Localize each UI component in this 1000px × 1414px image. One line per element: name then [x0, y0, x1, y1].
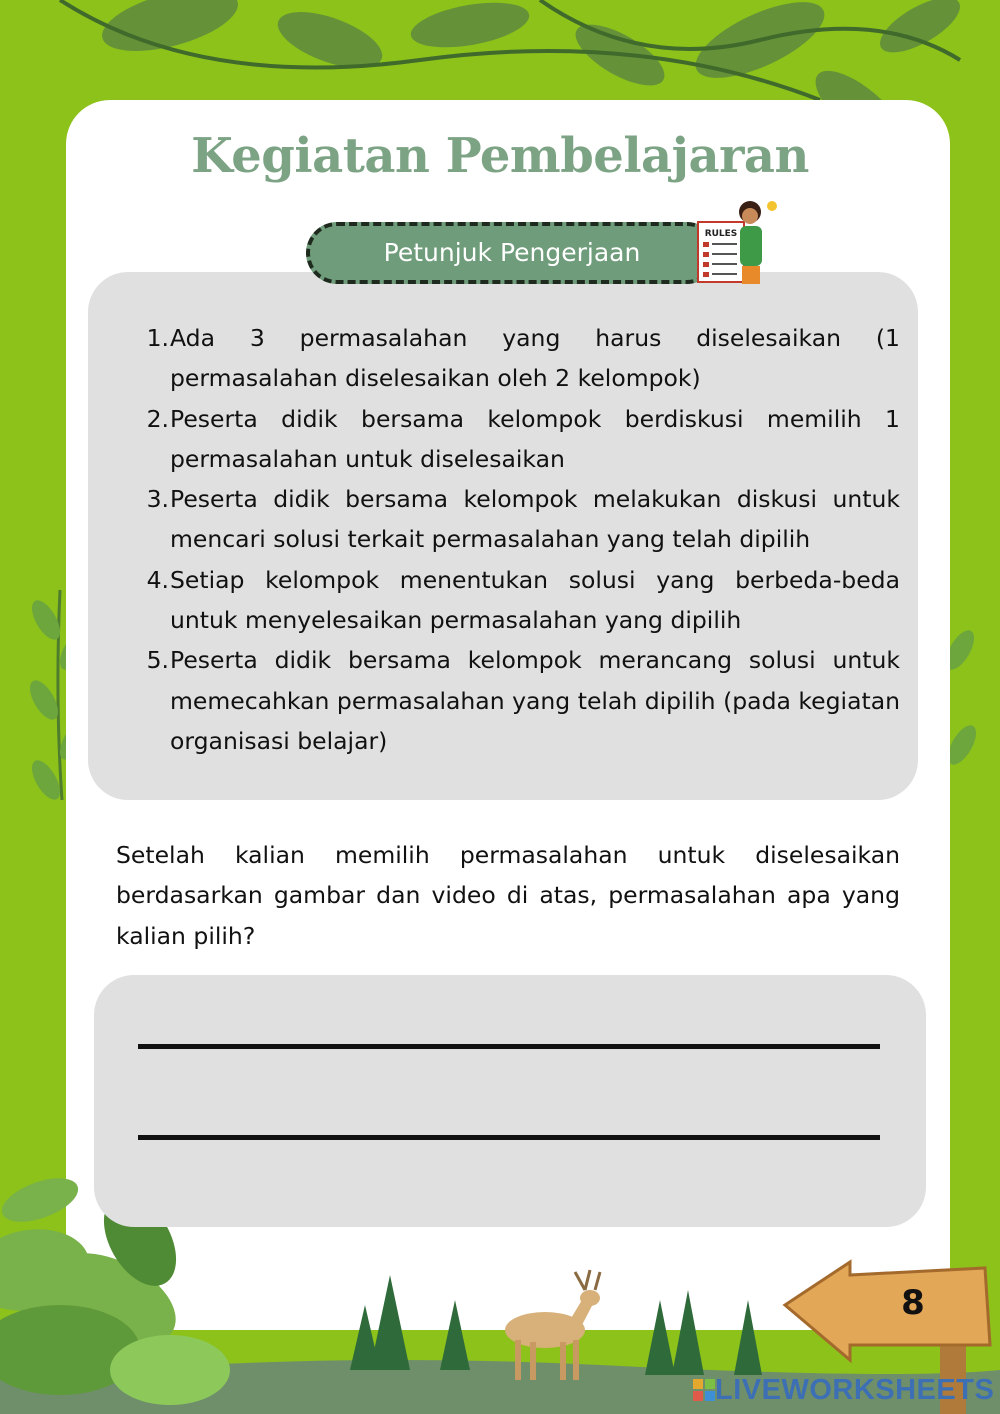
answer-line-2[interactable] — [138, 1135, 880, 1140]
list-item: 3. Peserta didik bersama kelompok melakukan diskusi untuk mencari solusi terkait permasalahan yang telah dipilih — [146, 485, 900, 554]
question-text: Setelah kalian memilih permasalahan untuk diselesaikan berdasarkan gambar dan video di atas, permasalahan apa yang kalian pilih? — [116, 841, 900, 950]
teacher-rules-illustration — [692, 196, 788, 290]
page-number: 8 — [901, 1283, 925, 1323]
teacher-shirt — [740, 226, 762, 266]
liveworksheets-logo — [693, 1374, 994, 1406]
answer-line-1[interactable] — [138, 1044, 880, 1049]
list-item: 2. Peserta didik bersama kelompok berdiskusi memilih 1 permasalahan untuk diselesaikan — [146, 404, 900, 473]
instructions-list — [140, 318, 900, 761]
answer-panel — [94, 975, 926, 1227]
section-label: Petunjuk Pengerjaan — [306, 222, 718, 284]
teacher-face — [742, 208, 758, 224]
brand-name: LIVEWORKSHEETS — [715, 1373, 995, 1406]
lightbulb-icon — [767, 201, 777, 211]
list-item: 4. Setiap kelompok menentukan solusi yang berbeda-beda untuk menyelesaikan permasalahan yang dipilih — [146, 565, 900, 635]
list-item: 5. Peserta didik bersama kelompok merancang solusi untuk memecahkan permasalahan yang telah dipilih (pada kegiatan organisasi belajar) — [146, 646, 900, 755]
liveworksheets-logo-icon — [693, 1379, 715, 1401]
list-item: 1. Ada 3 permasalahan yang harus diselesaikan (1 permasalahan diselesaikan oleh 2 kelompok) — [146, 324, 900, 393]
teacher-pants — [742, 266, 760, 284]
rules-board-label: RULES — [704, 229, 738, 239]
page-title: Kegiatan Pembelajaran — [191, 128, 809, 184]
